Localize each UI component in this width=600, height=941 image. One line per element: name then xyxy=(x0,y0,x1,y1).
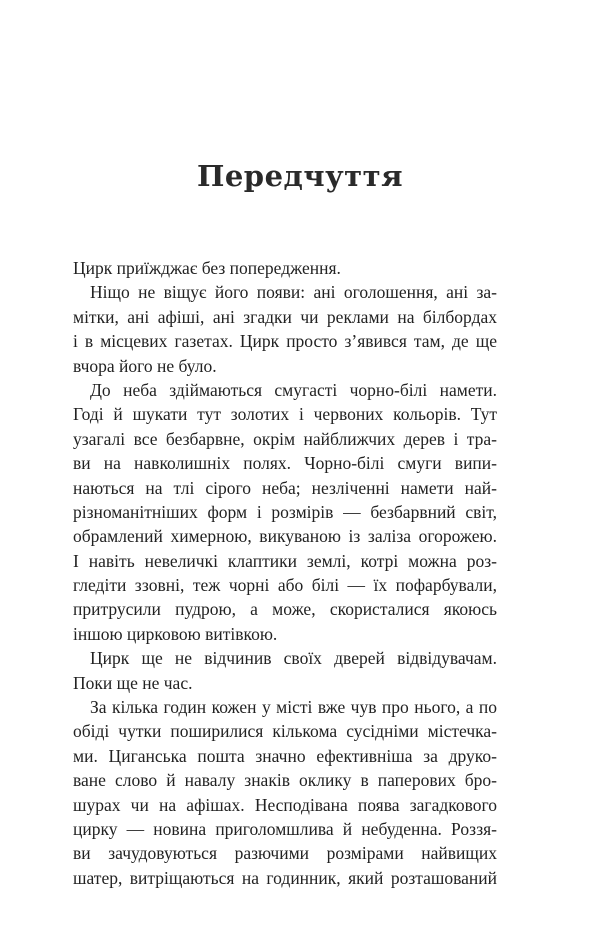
text-line: гледіти ззовні, теж чорні або білі — їх пофарбували, xyxy=(73,575,497,596)
text-line: шурах чи на афішах. Несподівана поява загадкового xyxy=(73,794,497,815)
text-line: Цирк приїжджає без попередження. xyxy=(73,258,341,278)
text-line: наються на тлі сірого неба; незліченні намети най- xyxy=(73,477,497,498)
chapter-title: Передчуття xyxy=(196,159,404,194)
text-line: цирку — новина приголомшлива й небуденна. Роззя- xyxy=(73,818,497,839)
text-line: До неба здіймаються смугасті чорно-білі намети. xyxy=(90,379,497,400)
text-line: притрусили пудрою, а може, скористалися якоюсь xyxy=(73,599,497,620)
text-line: Годі й шукати тут золотих і червоних кольорів. Тут xyxy=(73,404,497,425)
text-line: іншою цирковою витівкою. xyxy=(73,623,278,644)
text-line: За кілька годин кожен у місті вже чув про нього, а по xyxy=(90,697,497,718)
text-line: ви зачудовуються разючими розмірами найвищих xyxy=(73,843,497,864)
text-line: І навіть невеличкі клаптики землі, котрі можна роз- xyxy=(73,550,497,571)
text-line: різноманітніших форм і розмірів — безбарвний світ, xyxy=(73,501,497,522)
text-line: узагалі все безбарвне, окрім найближчих дерев і тра- xyxy=(73,428,497,449)
text-line: обіді чутки поширилися кількома сусідніми містечка- xyxy=(73,721,497,742)
text-line: ви на навколишніх полях. Чорно-білі смуги випи- xyxy=(73,453,497,474)
body-text xyxy=(73,256,497,890)
text-line: Цирк ще не відчинив своїх дверей відвідувачам. xyxy=(90,648,497,669)
text-line: Ніщо не віщує його появи: ані оголошення, ані за- xyxy=(90,282,497,303)
text-line: ване слово й навалу знаків оклику в паперових бро- xyxy=(73,770,497,791)
text-line: Поки ще не час. xyxy=(73,672,193,693)
text-line: ми. Циганська пошта значно ефективніша за друко- xyxy=(73,745,497,766)
text-line: вчора його не було. xyxy=(73,355,217,376)
text-line: обрамлений химерною, викуваною із заліза огорожею. xyxy=(73,526,497,547)
text-line: мітки, ані афіші, ані згадки чи реклами на білбордах xyxy=(73,306,497,327)
text-line: і в місцевих газетах. Цирк просто з’явився там, де ще xyxy=(73,331,497,352)
text-line: шатер, витріщаються на годинник, який розташований xyxy=(73,867,497,888)
